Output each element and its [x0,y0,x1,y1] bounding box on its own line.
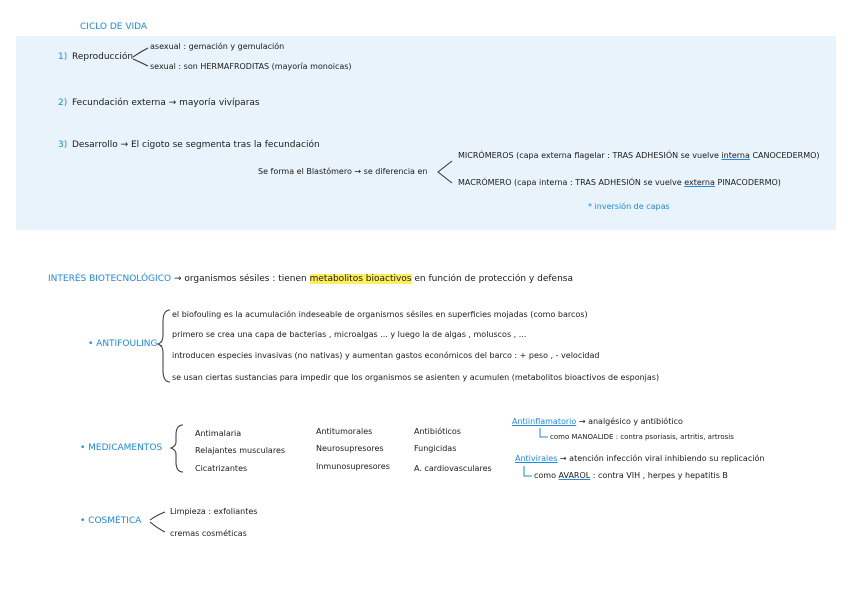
macromero-text: MACRÓMERO (capa interna : TRAS ADHESIÓN se vuelve externa PINACODERMO) [458,178,781,187]
med-col3-1: Antibióticos [414,427,461,436]
desarrollo-num: 3) [58,140,68,150]
antifouling-line-2: primero se crea una capa de bacterias , microalgas ... y luego la de algas , moluscos , ... [172,330,527,339]
interes-line: INTERÉS BIOTECNOLÓGICO → organismos sésiles : tienen metabolitos bioactivos en función de protección y defensa [48,274,573,284]
ciclo-title: CICLO DE VIDA [80,22,148,32]
ciclo-de-vida-panel [16,36,836,230]
med-col1-3: Cicatrizantes [195,464,248,473]
cosmetica-label: • COSMÉTICA [80,516,142,526]
med-col1-2: Relajantes musculares [195,446,286,455]
reproduccion-num: 1) [58,52,68,62]
reproduccion-sexual: sexual : son HERMAFRODITAS (mayoría monoicas) [150,62,352,71]
antifouling-line-3: introducen especies invasivas (no nativas) y aumentan gastos económicos del barco : + peso , - velocidad [172,351,600,360]
med-col2-2: Neurosupresores [316,444,384,453]
fecundacion-num: 2) [58,98,68,108]
reproduccion-asexual: asexual : gemación y gemulación [150,42,285,51]
antifouling-label: • ANTIFOULING : [88,339,164,349]
inversion-note: * inversión de capas [588,202,670,211]
blastomero-text: Se forma el Blastómero → se diferencia en [258,167,428,176]
med-col1-1: Antimalaria [195,429,242,438]
antifouling-line-1: el biofouling es la acumulación indeseable de organismos sésiles en superficies mojadas (como barcos) [172,310,588,319]
antifouling-line-4: se usan ciertas sustancias para impedir que los organismos se asienten y acumulen (metabolitos bioactivos de esponjas) [172,373,660,382]
med-col3-3: A. cardiovasculares [414,464,492,473]
antiinflamatorio-sub: como MANOALIDE : contra psoriasis, artritis, artrosis [550,433,734,441]
antivirales-line: Antivirales → atención infección viral inhibiendo su replicación [515,454,765,463]
reproduccion-label: Reproducción [72,52,134,62]
med-col3-2: Fungicidas [414,444,457,453]
micromeros-text: MICRÓMEROS (capa externa flagelar : TRAS ADHESIÓN se vuelve interna CANOCEDERMO) [458,151,820,160]
cosmetica-item-2: cremas cosméticas [170,529,247,538]
medicamentos-label: • MEDICAMENTOS [80,443,163,453]
fecundacion-text: Fecundación externa → mayoría vivíparas [72,98,260,108]
med-col2-1: Antitumorales [316,427,373,436]
cosmetica-item-1: Limpieza : exfoliantes [170,507,258,516]
med-col2-3: Inmunosupresores [316,462,390,471]
antivirales-sub: como AVAROL : contra VIH , herpes y hepatitis B [534,471,728,480]
antiinflamatorio-line: Antiinflamatorio → analgésico y antibiótico [512,417,683,426]
desarrollo-text: Desarrollo → El cigoto se segmenta tras la fecundación [72,140,320,150]
